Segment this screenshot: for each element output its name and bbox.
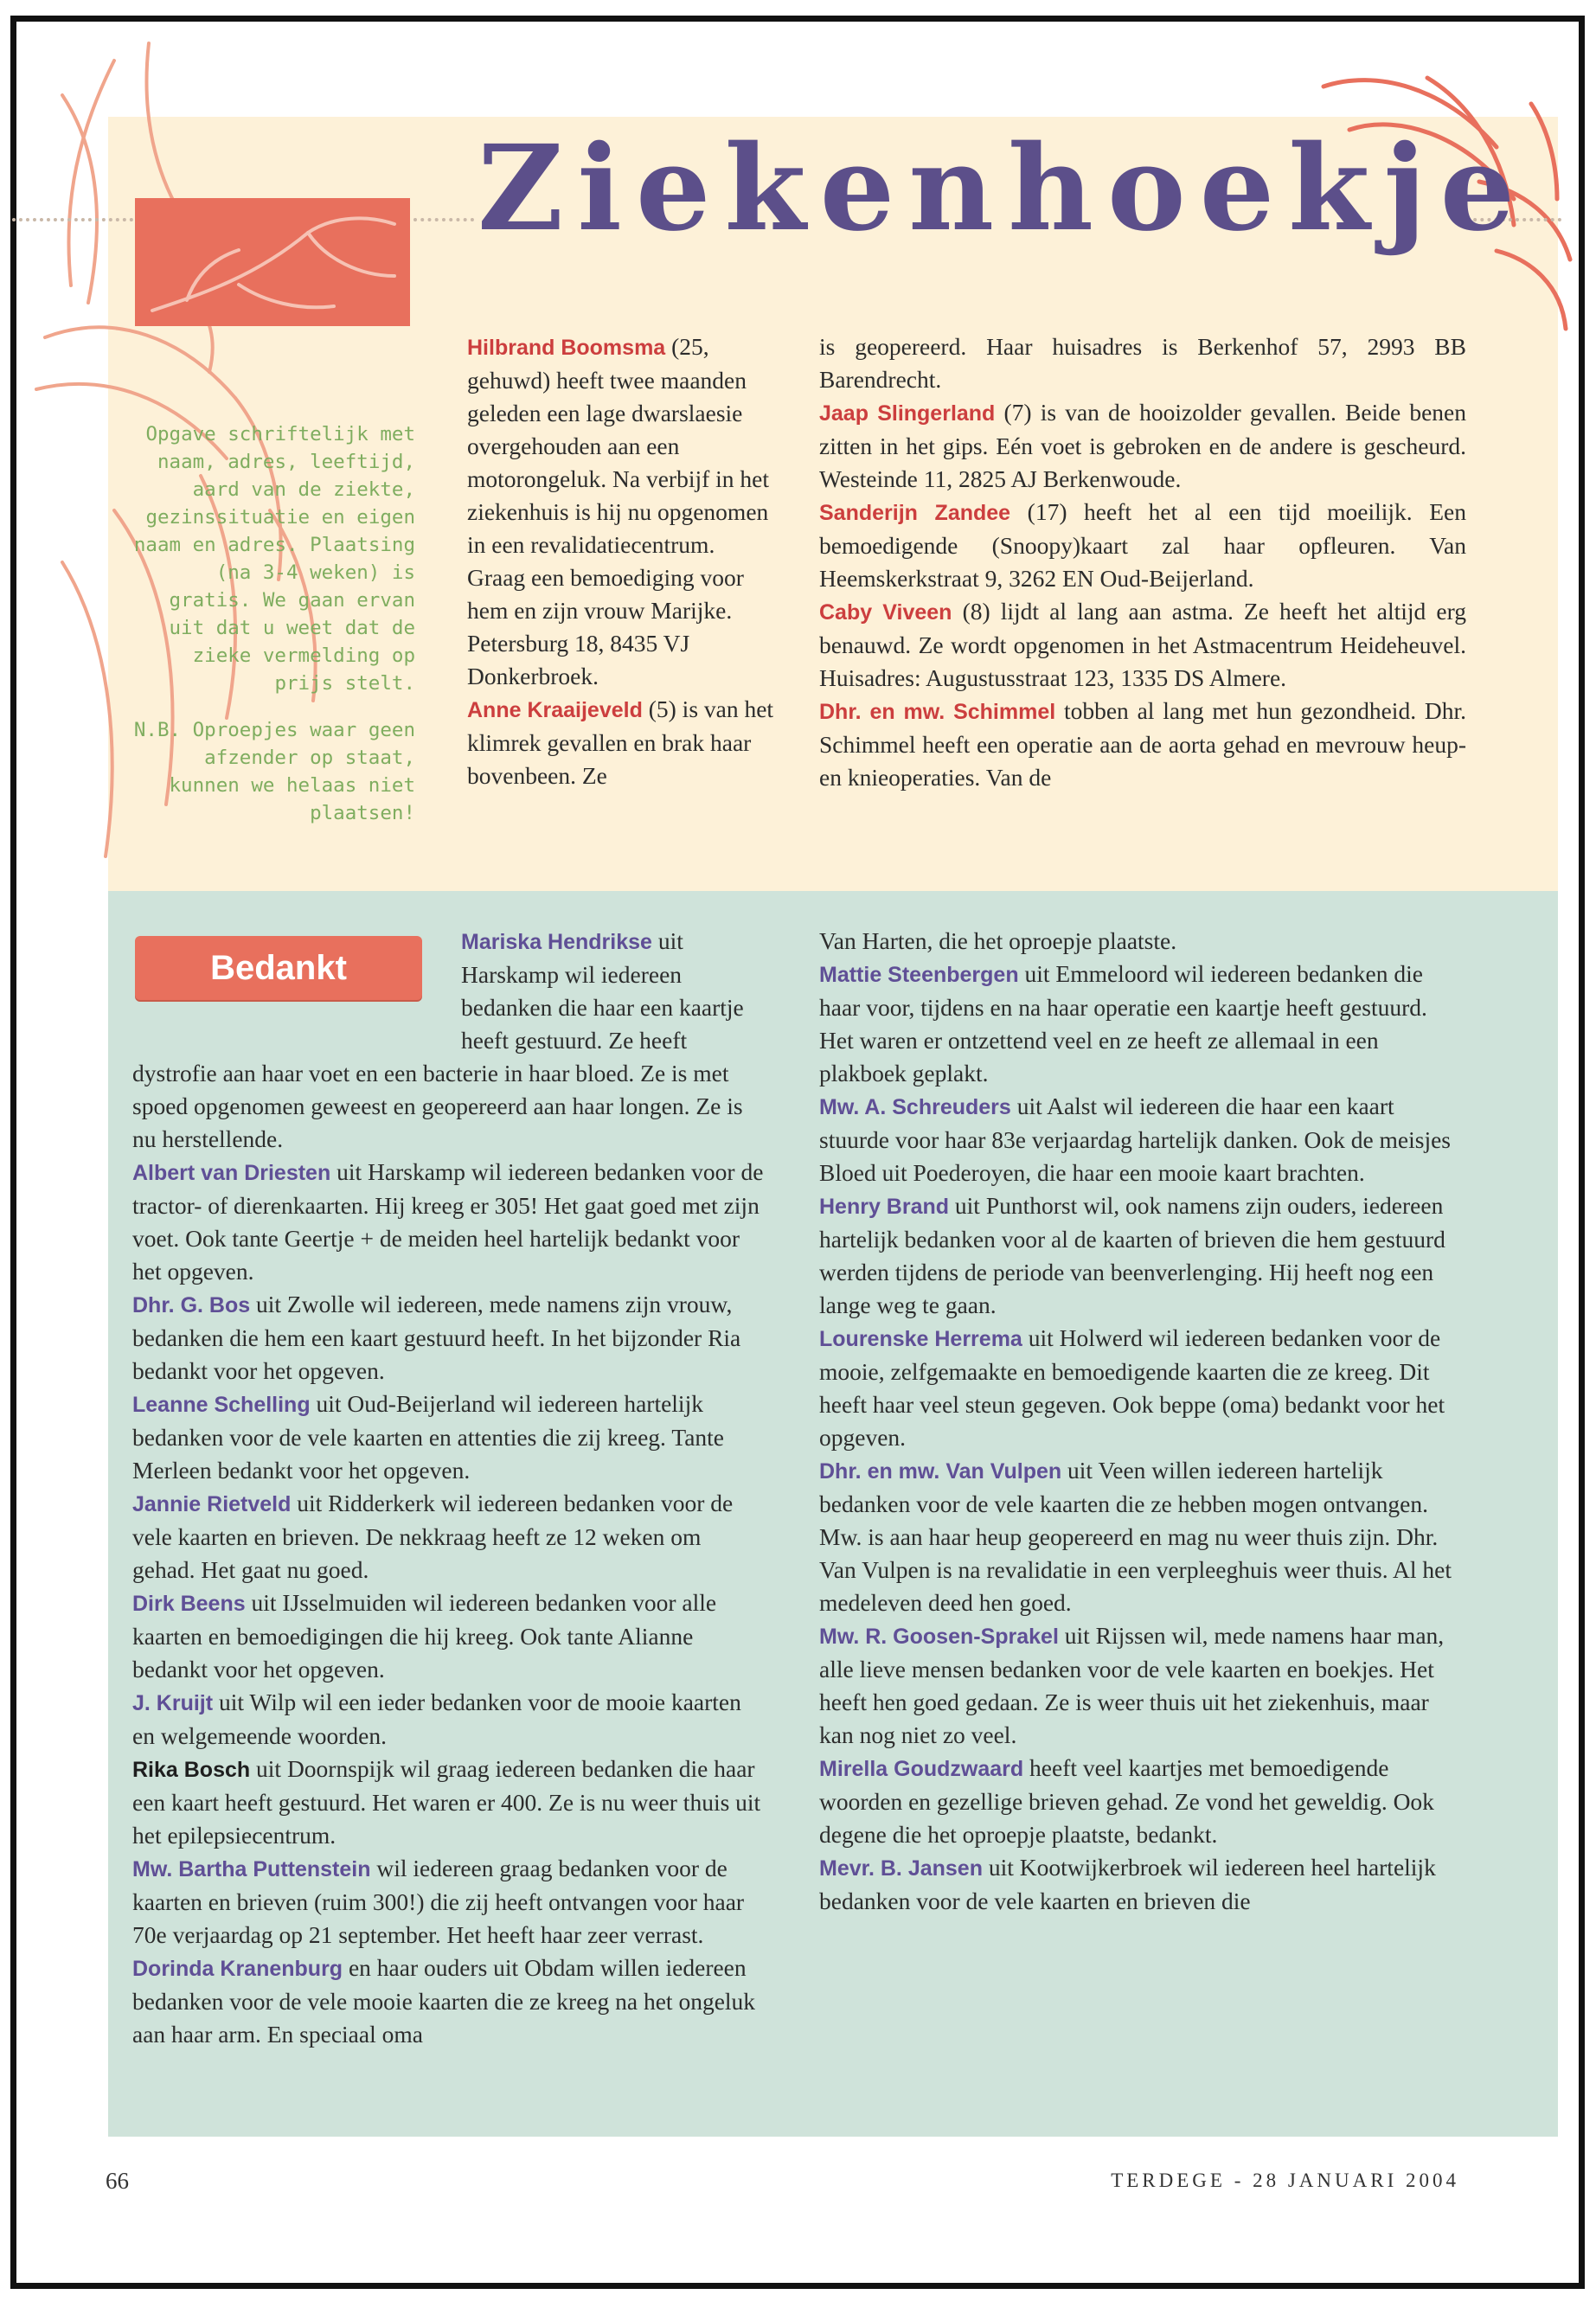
thanks-text: uit Harskamp wil iedereen bedanken die haar een kaartje heeft gestuurd. Ze heeft dystrofie aan haar voet en een bacterie in haar bloed. Ze is met spoed opgenomen geweest en geopereerd aan haar longen. Ze is nu herstellende.: [132, 927, 744, 1152]
thanks-item: [132, 1586, 769, 1686]
thanks-text: uit Punthorst wil, ook namens zijn ouders, iedereen hartelijk bedanken voor al de kaarten of brieven die hem gestuurd werden tijdens de periode van beenverlenging. Hij heeft nog een lange weg te gaan.: [819, 1192, 1445, 1318]
notice-item: [819, 496, 1466, 595]
thanks-text: uit Kootwijkerbroek wil iedereen heel hartelijk bedanken voor de vele kaarten en brieven die: [819, 1854, 1436, 1914]
thanks-item: [819, 1322, 1466, 1454]
thanks-text: uit Veen willen iedereen hartelijk bedanken voor de vele kaarten die ze hebben mogen ontvangen. Mw. is aan haar heup geopereerd en mag nu weer thuis zijn. Dhr. Van Vulpen is na revalidatie in een verpleeghuis weer thuis. Al het medeleven deed hen goed.: [819, 1457, 1452, 1616]
notice-text: (7) is van de hooizolder gevallen. Beide benen zitten in het gips. Eén voet is gebroken en de andere is gescheurd. Westeinde 11, 2825 AJ Berkenwoude.: [819, 399, 1467, 492]
notice-text: (17) heeft het al een tijd moeilijk. Een bemoedigende (Snoopy)kaart zal haar opfleuren. Van Heemskerkstraat 9, 3262 EN Oud-Beijerland.: [819, 498, 1467, 592]
publication-footer: TERDEGE - 28 JANUARI 2004: [1111, 2170, 1459, 2191]
thanks-item: [819, 1189, 1466, 1322]
thanks-item: [819, 958, 1466, 1090]
person-name: Mw. R. Goosen-Sprakel: [819, 1625, 1059, 1649]
person-name: Mw. A. Schreuders: [819, 1095, 1011, 1119]
thanks-item: [132, 1852, 769, 1952]
person-name: Caby Viveen: [819, 600, 952, 625]
person-name: Mariska Hendrikse: [461, 930, 652, 954]
person-name: Jaap Slingerland: [819, 401, 996, 426]
person-name: Hilbrand Boomsma: [467, 336, 666, 360]
person-name: Lourenske Herrema: [819, 1327, 1022, 1351]
notice-text: tobben al lang met hun gezondheid. Dhr. Schimmel heeft een operatie aan de aorta gehad en mevrouw heup- en knieoperaties. Van de: [819, 697, 1466, 791]
person-name: Dhr. G. Bos: [132, 1293, 251, 1317]
notice-text-part: (5) is van het klimrek gevallen en brak haar bovenbeen. Ze: [467, 695, 774, 789]
thanks-text: uit Ridderkerk wil iedereen bedanken voor de vele kaarten en brieven. De nekkraag heeft ze 12 weken om gehad. Het gaat nu goed.: [132, 1490, 734, 1583]
notice-text: (8) lijdt al lang aan astma. Ze heeft het altijd erg benauwd. Ze wordt opgenomen in het Astmacentrum Heideheuvel. Huisadres: Augustusstraat 123, 1335 DS Almere.: [819, 598, 1467, 691]
person-name: Dhr. en mw. Schimmel: [819, 700, 1056, 724]
notice-item: [819, 595, 1466, 695]
thanks-item: [819, 1090, 1466, 1189]
thanks-text: uit Harskamp wil iedereen bedanken voor de tractor- of dierenkaarten. Hij kreeg er 305! Het gaat goed met zijn voet. Ook tante Geertje + de meiden heel hartelijk bedankt voor het opgeven.: [132, 1158, 764, 1285]
thanks-column-2: [819, 925, 1466, 1918]
title-rule-middle: [413, 218, 474, 221]
thanks-item: [132, 1156, 769, 1288]
person-name: Anne Kraaijeveld: [467, 698, 643, 722]
person-name: Albert van Driesten: [132, 1161, 331, 1185]
heading-spacer: [132, 925, 461, 1056]
thanks-item: [132, 1288, 769, 1388]
sick-column-1: [467, 330, 779, 792]
person-name: Dhr. en mw. Van Vulpen: [819, 1459, 1062, 1484]
title-rule-left: [12, 218, 133, 221]
page-number: 66: [106, 2168, 129, 2194]
thanks-text: uit Doornspijk wil graag iedereen bedanken die haar een kaart heeft gestuurd. Het waren er 400. Ze is nu weer thuis uit het epilepsiecentrum.: [132, 1755, 761, 1849]
notice-item: [819, 396, 1466, 496]
thanks-item: [132, 1753, 769, 1852]
notice-item: [819, 695, 1466, 794]
thanks-item: [819, 1619, 1466, 1752]
thanks-text: uit Emmeloord wil iedereen bedanken die haar voor, tijdens en na haar operatie een kaartje heeft gestuurd. Het waren er ontzettend veel en ze heeft ze allemaal in een plakboek geplakt.: [819, 960, 1427, 1086]
submission-instructions: [130, 420, 415, 846]
thanks-text: uit Zwolle wil iedereen, mede namens zijn vrouw, bedanken die hem een kaart gestuurd heeft. In het bijzonder Ria bedankt voor het opgeven.: [132, 1291, 741, 1384]
thanks-text: uit IJsselmuiden wil iedereen bedanken voor alle kaarten en bemoedigingen die hij kreeg. Ook tante Alianne bedankt voor het opgeven.: [132, 1589, 717, 1682]
person-name: Sanderijn Zandee: [819, 501, 1011, 525]
thanks-heading: Bedankt: [135, 936, 422, 1000]
thanks-text: uit Holwerd wil iedereen bedanken voor de mooie, zelfgemaakte en bemoedigende kaarten die ze kreeg. Dit heeft haar veel steun gegeven. Ook beppe (oma) bedankt voor het opgeven.: [819, 1324, 1445, 1451]
page-title: Ziekenhoekje: [478, 119, 1529, 258]
person-name: Mirella Goudzwaard: [819, 1757, 1024, 1781]
thanks-item: [132, 1686, 769, 1753]
tulip-icon: [135, 198, 410, 326]
person-name: J. Kruijt: [132, 1691, 214, 1715]
notice-continuation: is geopereerd. Haar huisadres is Berkenhof 57, 2993 BB Barendrecht.: [819, 333, 1466, 393]
notice-item: [467, 330, 779, 693]
thanks-item: [819, 1851, 1466, 1918]
instructions-text: Opgave schriftelijk met naam, adres, leeftijd, aard van de ziekte, gezinssituatie en eigen naam en adres. Plaatsing (na 3-4 weken) is gratis. We gaan ervan uit dat u weet dat de zieke vermelding op prijs stelt.: [133, 423, 415, 695]
thanks-text: uit Aalst wil iedereen die haar een kaart stuurde voor haar 83e verjaardag hartelijk danken. Ook de meisjes Bloed uit Poederoyen, die haar een mooie kaart brachten.: [819, 1093, 1452, 1186]
person-name: Dorinda Kranenburg: [132, 1957, 343, 1981]
person-name: Leanne Schelling: [132, 1393, 311, 1417]
thanks-text: uit Rijssen wil, mede namens haar man, alle lieve mensen bedanken voor de vele kaarten en boekjes. Het heeft hen goed gedaan. Ze is weer thuis uit het ziekenhuis, maar kan nog niet zo veel.: [819, 1622, 1445, 1748]
thanks-item: [132, 1388, 769, 1487]
thanks-text: uit Oud-Beijerland wil iedereen hartelijk bedanken voor de vele kaarten en attenties die zij kreeg. Tante Merleen bedankt voor het opgeven.: [132, 1390, 724, 1484]
person-name: Dirk Beens: [132, 1592, 246, 1616]
thanks-column-1: [132, 925, 769, 2051]
person-name: Mw. Bartha Puttenstein: [132, 1857, 371, 1881]
person-name: Rika Bosch: [132, 1758, 251, 1782]
thanks-text: wil iedereen graag bedanken voor de kaarten en brieven (ruim 300!) die zij heeft ontvangen voor haar 70e verjaardag op 21 september. Het heeft haar zeer verrast.: [132, 1855, 745, 1948]
thanks-continuation: Van Harten, die het oproepje plaatste.: [819, 927, 1177, 954]
sick-column-2: [819, 330, 1466, 794]
person-name: Mattie Steenbergen: [819, 963, 1019, 987]
thanks-item: [819, 1752, 1466, 1851]
thanks-item: [132, 1952, 769, 2051]
notice-text: (25, gehuwd) heeft twee maanden geleden een lage dwarslaesie overgehouden aan een motorongeluk. Na verbijf in het ziekenhuis is hij nu opgenomen in een revalidatiecentrum. Graag een bemoediging voor hem en zijn vrouw Marijke. Petersburg 18, 8435 VJ Donkerbroek.: [467, 333, 770, 689]
person-name: Jannie Rietveld: [132, 1492, 292, 1516]
instructions-note: N.B. Oproepjes waar geen afzender op staat, kunnen we helaas niet plaatsen!: [133, 719, 415, 824]
title-color-block: [135, 198, 410, 326]
thanks-item: [132, 1487, 769, 1586]
thanks-text: heeft veel kaartjes met bemoedigende woorden en gezellige brieven gehad. Ze vond het geweldig. Ook degene die het oproepje plaatste, bedankt.: [819, 1754, 1434, 1848]
person-name: Henry Brand: [819, 1195, 950, 1219]
thanks-text: en haar ouders uit Obdam willen iedereen bedanken voor de vele mooie kaarten die ze kreeg na het ongeluk aan haar arm. En speciaal oma: [132, 1954, 756, 2048]
notice-item: [467, 693, 779, 792]
person-name: Mevr. B. Jansen: [819, 1856, 983, 1881]
thanks-text: uit Wilp wil een ieder bedanken voor de mooie kaarten en welgemeende woorden.: [132, 1689, 741, 1749]
thanks-item: [819, 1454, 1466, 1619]
